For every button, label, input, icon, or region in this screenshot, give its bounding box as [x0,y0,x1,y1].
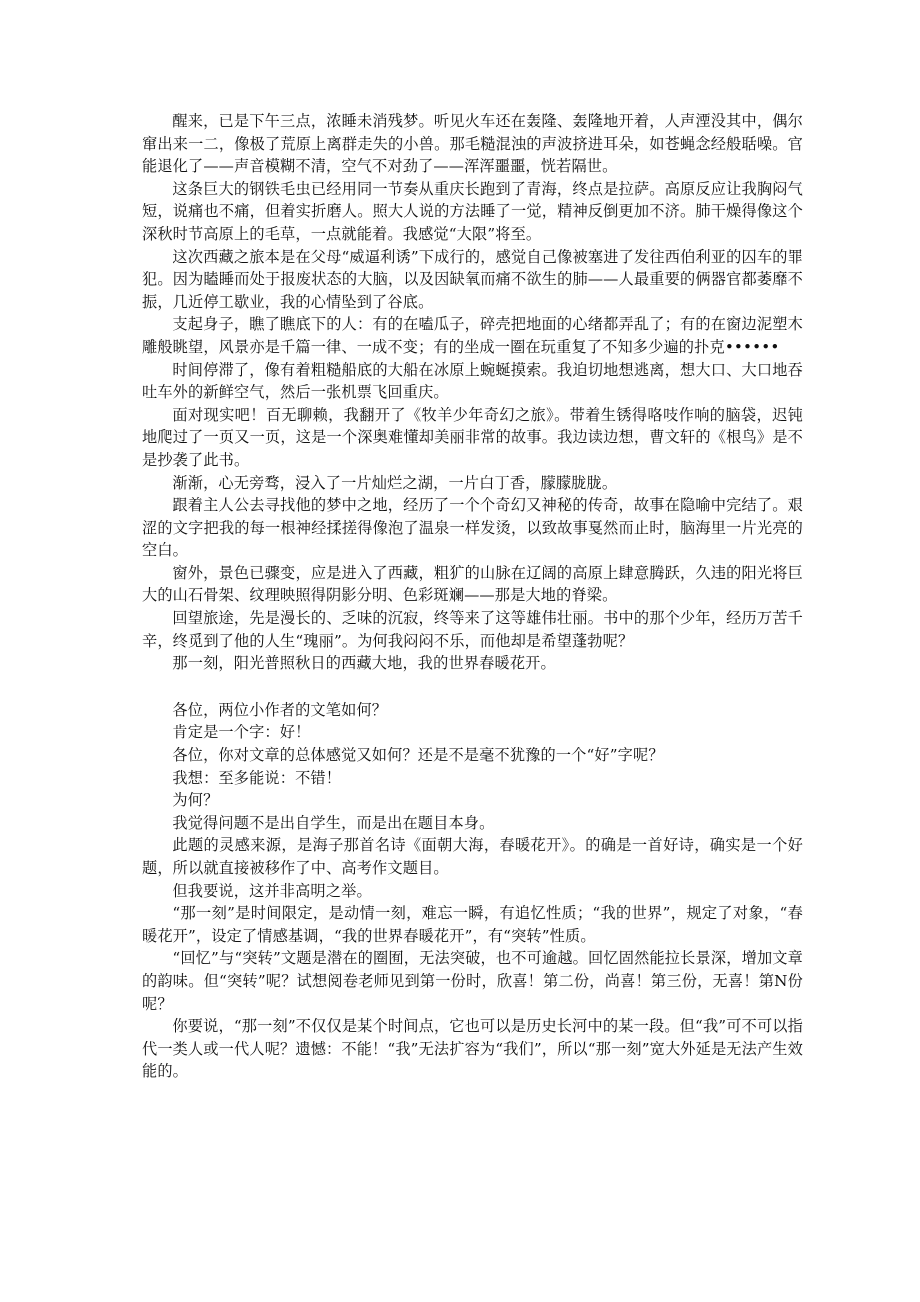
story-paragraph: 时间停滞了，像有着粗糙船底的大船在冰原上蜿蜒摸索。我迫切地想逃离，想大口、大口地吞吐车外的新鲜空气，然后一张机票飞回重庆。 [142,360,803,402]
commentary-paragraph: 肯定是一个字：好！ [172,723,311,742]
commentary-paragraph: 此题的灵感来源，是海子那首名诗《面朝大海，春暖花开》。的确是一首好诗，确实是一个好题，所以就直接被移作了中、高考作文题目。 [142,836,803,877]
commentary-paragraph: “回忆”与“突转”文题是潜在的圈囿，无法突破，也不可逾越。回忆固然能拉长景深，增加文章的韵味。但“突转”呢？试想阅卷老师见到第一份时，欣喜！第二份，尚喜！第三份，无喜！第N份呢？ [142,949,803,1013]
story-paragraph: 这条巨大的钢铁毛虫已经用同一节奏从重庆长跑到了青海，终点是拉萨。高原反应让我胸闷气短，说痛也不痛，但着实折磨人。照大人说的方法睡了一觉，精神反倒更加不济。肺干燥得像这个深秋时节高原上的毛草，一点就能着。我感觉“大限”将至。 [142,179,803,243]
story-paragraph: 跟着主人公去寻找他的梦中之地，经历了一个个奇幻又神秘的传奇，故事在隐喻中完结了。艰涩的文字把我的每一根神经揉搓得像泡了温泉一样发烫，以致故事戛然而止时，脑海里一片光亮的空白。 [142,496,803,560]
story-paragraph: 渐渐，心无旁骛，浸入了一片灿烂之湖，一片白丁香，朦朦胧胧。 [172,473,618,492]
story-paragraph: 回望旅途，先是漫长的、乏味的沉寂，终等来了这等雄伟壮丽。书中的那个少年，经历万苦千辛，终觅到了他的人生“瑰丽”。为何我闷闷不乐，而他却是希望蓬勃呢？ [142,609,803,650]
story-paragraph: 那一刻，阳光普照秋日的西藏大地，我的世界春暖花开。 [172,654,556,673]
section-gap [142,675,803,699]
commentary-paragraph: 我想：至多能说：不错！ [172,768,342,787]
story-paragraph: 支起身子，瞧了瞧底下的人：有的在嗑瓜子，碎壳把地面的心绪都弄乱了；有的在窗边泥塑木雕般眺望，风景亦是千篇一律、一成不变；有的坐成一圈在玩重复了不知多少遍的扑克•••••• [142,315,803,356]
commentary-paragraph: 我觉得问题不是出自学生，而是出在题目本身。 [172,813,495,832]
story-section [142,110,803,675]
commentary-paragraph: 为何？ [172,791,219,810]
commentary-paragraph: 各位，两位小作者的文笔如何？ [172,700,388,719]
commentary-paragraph: 但我要说，这并非高明之举。 [172,881,372,900]
commentary-paragraph: 你要说，“那一刻”不仅仅是某个时间点，它也可以是历史长河中的某一段。但“我”可不可以指代一类人或一代人呢？遗憾：不能！“我”无法扩容为“我们”，所以“那一刻”宽大外延是无法产生效能的。 [142,1017,803,1081]
commentary-paragraph: “那一刻”是时间限定，是动情一刻，难忘一瞬，有追忆性质；“我的世界”，规定了对象，“春暖花开”，设定了情感基调，“我的世界春暖花开”，有“突转”性质。 [142,904,803,945]
story-paragraph: 醒来，已是下午三点，浓睡未消残梦。听见火车还在轰隆、轰隆地开着，人声湮没其中，偶尔窜出来一二，像极了荒原上离群走失的小兽。那毛糙混浊的声波挤进耳朵，如苍蝇念经般聒噪。官能退化了——声音模糊不清，空气不对劲了——浑浑噩噩，恍若隔世。 [142,112,803,176]
story-paragraph: 窗外，景色已骤变，应是进入了西藏，粗犷的山脉在辽阔的高原上肆意腾跃，久违的阳光将巨大的山石骨架、纹理映照得阴影分明、色彩斑斓——那是大地的脊梁。 [142,563,803,605]
commentary-paragraph: 各位，你对文章的总体感觉又如何？还是不是毫不犹豫的一个“好”字呢？ [172,746,664,765]
story-paragraph: 面对现实吧！百无聊赖，我翻开了《牧羊少年奇幻之旅》。带着生锈得咯吱作响的脑袋，迟钝地爬过了一页又一页，这是一个深奥难懂却美丽非常的故事。我边读边想，曹文轩的《根鸟》是不是抄袭了此书。 [142,405,803,469]
commentary-section [142,699,803,1083]
story-paragraph: 这次西藏之旅本是在父母“威逼利诱”下成行的，感觉自己像被塞进了发往西伯利亚的囚车的罪犯。因为瞌睡而处于报废状态的大脑，以及因缺氧而痛不欲生的肺——人最重要的俩器官都萎靡不振，几近停工歇业，我的心情坠到了谷底。 [142,247,803,311]
